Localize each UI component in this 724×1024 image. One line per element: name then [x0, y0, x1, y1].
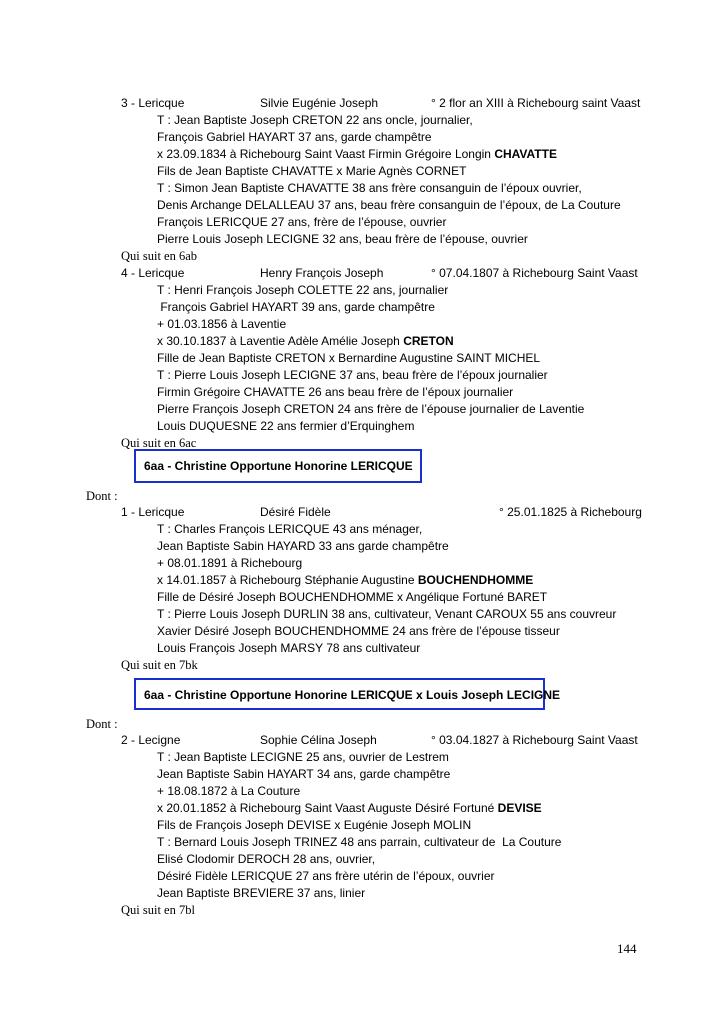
marriage-text: x 14.01.1857 à Richebourg Stéphanie Augustine [157, 573, 418, 587]
section-heading: 6aa - Christine Opportune Honorine LERICQUE [144, 459, 413, 473]
witness-line: T : Jean Baptiste Joseph CRETON 22 ans oncle, journalier, [157, 113, 473, 127]
child-birth: ° 25.01.1825 à Richebourg [499, 505, 642, 519]
death-line: + 01.03.1856 à Laventie [157, 317, 287, 331]
child-number: 3 - Lericque [121, 96, 185, 110]
witness-line: Louis François Joseph MARSY 78 ans cultivateur [157, 641, 421, 655]
witness-line: T : Simon Jean Baptiste CHAVATTE 38 ans frère consanguin de l’époux ouvrier, [157, 181, 582, 195]
spouse-surname: CHAVATTE [494, 147, 557, 161]
child-given-names: Désiré Fidèle [260, 505, 331, 519]
spouse-surname: BOUCHENDHOMME [417, 573, 534, 587]
follow-reference: Qui suit en 7bk [121, 658, 198, 672]
child-entry-3 [121, 96, 681, 110]
page-number: 144 [617, 941, 637, 956]
child-number: 4 - Lericque [121, 266, 185, 280]
child-given-names: Henry François Joseph [260, 266, 384, 280]
witness-line: Xavier Désiré Joseph BOUCHENDHOMME 24 ans frère de l’épouse tisseur [157, 624, 560, 638]
witness-line: T : Charles François LERICQUE 43 ans ménager, [157, 522, 423, 536]
witness-line: François LERICQUE 27 ans, frère de l’épouse, ouvrier [157, 215, 447, 229]
parents-line: Fils de François Joseph DEVISE x Eugénie Joseph MOLIN [157, 818, 472, 832]
child-number: 1 - Lericque [121, 505, 185, 519]
witness-line: François Gabriel HAYART 37 ans, garde champêtre [157, 130, 432, 144]
witness-line: Jean Baptiste BREVIERE 37 ans, linier [157, 886, 366, 900]
spouse-surname: DEVISE [497, 801, 542, 815]
witness-line: Elisé Clodomir DEROCH 28 ans, ouvrier, [157, 852, 376, 866]
witness-line: Pierre Louis Joseph LECIGNE 32 ans, beau frère de l’épouse, ouvrier [157, 232, 528, 246]
follow-reference: Qui suit en 7bl [121, 903, 195, 917]
witness-line: T : Henri François Joseph COLETTE 22 ans, journalier [157, 283, 449, 297]
section-heading-box [134, 678, 561, 710]
witness-line: Firmin Grégoire CHAVATTE 26 ans beau frère de l’époux journalier [157, 385, 514, 399]
section-heading-box [134, 449, 422, 483]
marriage-text: x 23.09.1834 à Richebourg Saint Vaast Firmin Grégoire Longin [157, 147, 495, 161]
witness-line: Denis Archange DELALLEAU 37 ans, beau frère consanguin de l’époux, de La Couture [157, 198, 621, 212]
parents-line: Fille de Jean Baptiste CRETON x Bernardine Augustine SAINT MICHEL [157, 351, 541, 365]
child-birth: ° 07.04.1807 à Richebourg Saint Vaast [431, 266, 638, 280]
witness-line: T : Pierre Louis Joseph DURLIN 38 ans, cultivateur, Venant CAROUX 55 ans couvreur [157, 607, 617, 621]
witness-line: Jean Baptiste Sabin HAYART 34 ans, garde champêtre [157, 767, 451, 781]
follow-reference: Qui suit en 6ab [121, 249, 198, 263]
witness-line: Louis DUQUESNE 22 ans fermier d’Erquinghem [157, 419, 415, 433]
child-birth: ° 03.04.1827 à Richebourg Saint Vaast [431, 733, 638, 747]
marriage-line [157, 573, 533, 587]
marriage-line [157, 801, 542, 815]
dont-label: Dont : [86, 717, 118, 731]
child-given-names: Sophie Célina Joseph [260, 733, 377, 747]
follow-reference: Qui suit en 6ac [121, 436, 197, 450]
witness-line: Désiré Fidèle LERICQUE 27 ans frère utérin de l’époux, ouvrier [157, 869, 495, 883]
witness-line: T : Pierre Louis Joseph LECIGNE 37 ans, beau frère de l’époux journalier [157, 368, 548, 382]
parents-line: Fils de Jean Baptiste CHAVATTE x Marie Agnès CORNET [157, 164, 467, 178]
marriage-line [157, 147, 557, 161]
witness-line: T : Jean Baptiste LECIGNE 25 ans, ouvrier de Lestrem [157, 750, 449, 764]
section-heading: 6aa - Christine Opportune Honorine LERICQUE x Louis Joseph LECIGNE [144, 688, 561, 702]
spouse-surname: CRETON [403, 334, 454, 348]
child-entry-1 [121, 505, 681, 519]
child-birth: ° 2 flor an XIII à Richebourg saint Vaast [431, 96, 641, 110]
death-line: + 08.01.1891 à Richebourg [157, 556, 303, 570]
witness-line: François Gabriel HAYART 39 ans, garde champêtre [157, 300, 435, 314]
parents-line: Fille de Désiré Joseph BOUCHENDHOMME x Angélique Fortuné BARET [157, 590, 548, 604]
witness-line: Pierre François Joseph CRETON 24 ans frère de l’épouse journalier de Laventie [157, 402, 585, 416]
marriage-text: x 30.10.1837 à Laventie Adèle Amélie Joseph [157, 334, 404, 348]
witness-line: T : Bernard Louis Joseph TRINEZ 48 ans parrain, cultivateur de La Couture [157, 835, 562, 849]
marriage-text: x 20.01.1852 à Richebourg Saint Vaast Auguste Désiré Fortuné [157, 801, 498, 815]
death-line: + 18.08.1872 à La Couture [157, 784, 301, 798]
witness-line: Jean Baptiste Sabin HAYARD 33 ans garde champêtre [157, 539, 449, 553]
child-number: 2 - Lecigne [121, 733, 181, 747]
child-given-names: Silvie Eugénie Joseph [260, 96, 379, 110]
marriage-line [157, 334, 454, 348]
child-entry-2 [121, 733, 681, 747]
dont-label: Dont : [86, 489, 118, 503]
child-entry-4 [121, 266, 681, 280]
